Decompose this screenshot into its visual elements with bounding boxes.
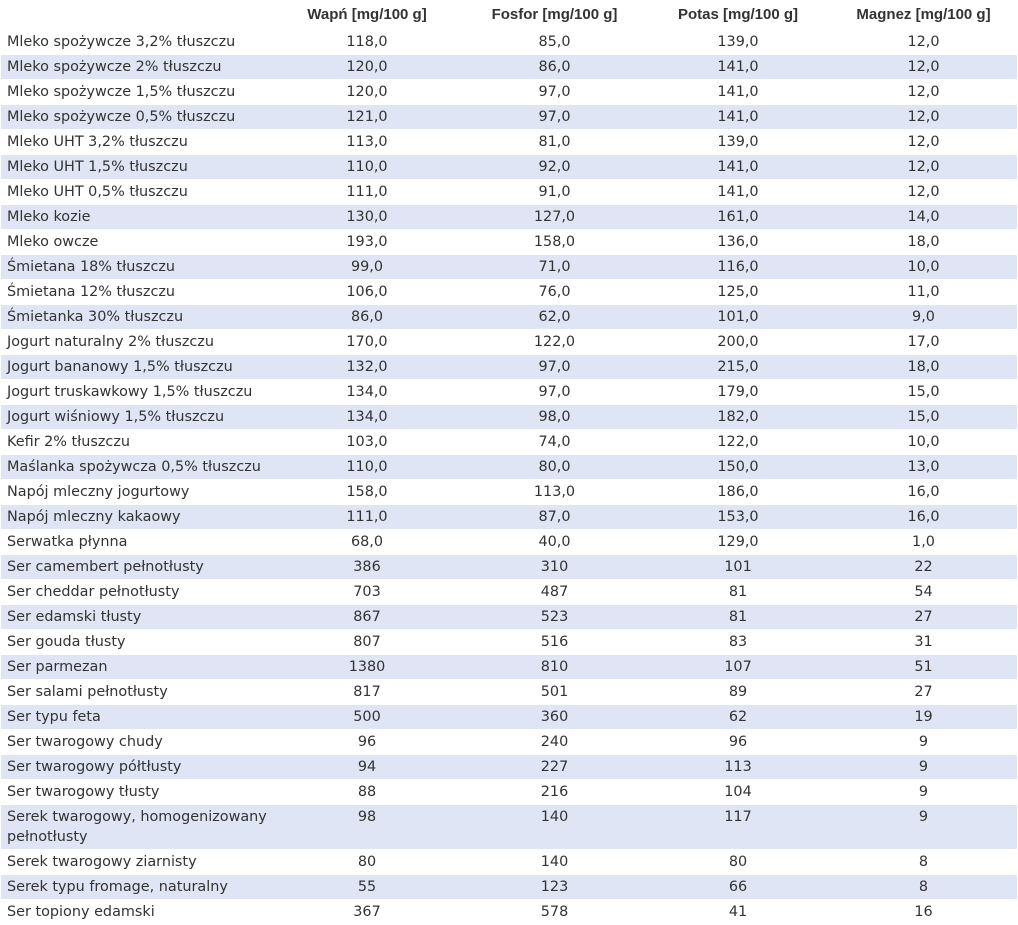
magnesium-cell: 9 (830, 805, 1017, 850)
calcium-cell: 96 (271, 730, 463, 755)
potassium-cell: 80 (646, 850, 830, 875)
magnesium-cell: 18,0 (830, 230, 1017, 255)
product-name-cell: Jogurt naturalny 2% tłuszczu (1, 330, 271, 355)
phosphorus-cell: 74,0 (463, 430, 646, 455)
table-body (1, 30, 1017, 925)
table-row (1, 780, 1017, 805)
product-name-cell: Ser cheddar pełnotłusty (1, 580, 271, 605)
phosphorus-cell: 98,0 (463, 405, 646, 430)
calcium-cell: 134,0 (271, 405, 463, 430)
potassium-cell: 141,0 (646, 180, 830, 205)
calcium-cell: 55 (271, 875, 463, 900)
potassium-cell: 81 (646, 580, 830, 605)
table-row (1, 630, 1017, 655)
product-name-cell: Napój mleczny jogurtowy (1, 480, 271, 505)
table-row (1, 355, 1017, 380)
calcium-cell: 367 (271, 900, 463, 925)
calcium-cell: 193,0 (271, 230, 463, 255)
magnesium-cell: 9,0 (830, 305, 1017, 330)
phosphorus-cell: 87,0 (463, 505, 646, 530)
phosphorus-cell: 523 (463, 605, 646, 630)
potassium-cell: 116,0 (646, 255, 830, 280)
table-row (1, 875, 1017, 900)
magnesium-cell: 31 (830, 630, 1017, 655)
calcium-cell: 121,0 (271, 105, 463, 130)
magnesium-cell: 22 (830, 555, 1017, 580)
potassium-cell: 136,0 (646, 230, 830, 255)
calcium-cell: 110,0 (271, 455, 463, 480)
magnesium-cell: 15,0 (830, 405, 1017, 430)
product-name-cell: Śmietanka 30% tłuszczu (1, 305, 271, 330)
product-name-cell: Ser parmezan (1, 655, 271, 680)
table-row (1, 130, 1017, 155)
calcium-cell: 106,0 (271, 280, 463, 305)
header-magnesium: Magnez [mg/100 g] (830, 0, 1017, 30)
table-row (1, 180, 1017, 205)
phosphorus-cell: 71,0 (463, 255, 646, 280)
potassium-cell: 153,0 (646, 505, 830, 530)
table-row (1, 255, 1017, 280)
table-row (1, 480, 1017, 505)
table-row (1, 755, 1017, 780)
phosphorus-cell: 76,0 (463, 280, 646, 305)
table-row (1, 455, 1017, 480)
calcium-cell: 111,0 (271, 505, 463, 530)
product-name-cell: Napój mleczny kakaowy (1, 505, 271, 530)
header-phosphorus: Fosfor [mg/100 g] (463, 0, 646, 30)
magnesium-cell: 9 (830, 730, 1017, 755)
phosphorus-cell: 91,0 (463, 180, 646, 205)
potassium-cell: 141,0 (646, 155, 830, 180)
potassium-cell: 186,0 (646, 480, 830, 505)
product-name-cell: Mleko spożywcze 3,2% tłuszczu (1, 30, 271, 55)
phosphorus-cell: 140 (463, 805, 646, 850)
magnesium-cell: 27 (830, 680, 1017, 705)
potassium-cell: 150,0 (646, 455, 830, 480)
magnesium-cell: 10,0 (830, 255, 1017, 280)
phosphorus-cell: 123 (463, 875, 646, 900)
table-row (1, 280, 1017, 305)
phosphorus-cell: 310 (463, 555, 646, 580)
potassium-cell: 66 (646, 875, 830, 900)
potassium-cell: 113 (646, 755, 830, 780)
calcium-cell: 500 (271, 705, 463, 730)
potassium-cell: 125,0 (646, 280, 830, 305)
table-row (1, 580, 1017, 605)
potassium-cell: 139,0 (646, 130, 830, 155)
calcium-cell: 111,0 (271, 180, 463, 205)
potassium-cell: 96 (646, 730, 830, 755)
calcium-cell: 817 (271, 680, 463, 705)
phosphorus-cell: 360 (463, 705, 646, 730)
product-name-cell: Ser camembert pełnotłusty (1, 555, 271, 580)
table-row (1, 105, 1017, 130)
magnesium-cell: 27 (830, 605, 1017, 630)
table-row (1, 900, 1017, 925)
potassium-cell: 101 (646, 555, 830, 580)
table-row (1, 55, 1017, 80)
product-name-cell: Kefir 2% tłuszczu (1, 430, 271, 455)
calcium-cell: 86,0 (271, 305, 463, 330)
product-name-cell: Ser typu feta (1, 705, 271, 730)
phosphorus-cell: 216 (463, 780, 646, 805)
table-header-row (1, 0, 1017, 30)
calcium-cell: 118,0 (271, 30, 463, 55)
product-name-cell: Ser twarogowy tłusty (1, 780, 271, 805)
table-row (1, 530, 1017, 555)
magnesium-cell: 10,0 (830, 430, 1017, 455)
product-name-cell: Śmietana 18% tłuszczu (1, 255, 271, 280)
product-name-cell: Jogurt bananowy 1,5% tłuszczu (1, 355, 271, 380)
calcium-cell: 134,0 (271, 380, 463, 405)
potassium-cell: 182,0 (646, 405, 830, 430)
table-row (1, 805, 1017, 850)
product-name-cell: Maślanka spożywcza 0,5% tłuszczu (1, 455, 271, 480)
phosphorus-cell: 140 (463, 850, 646, 875)
magnesium-cell: 12,0 (830, 155, 1017, 180)
phosphorus-cell: 127,0 (463, 205, 646, 230)
product-name-cell: Serek typu fromage, naturalny (1, 875, 271, 900)
phosphorus-cell: 97,0 (463, 105, 646, 130)
table-row (1, 380, 1017, 405)
potassium-cell: 129,0 (646, 530, 830, 555)
magnesium-cell: 8 (830, 875, 1017, 900)
table-row (1, 205, 1017, 230)
table-row (1, 155, 1017, 180)
phosphorus-cell: 122,0 (463, 330, 646, 355)
potassium-cell: 101,0 (646, 305, 830, 330)
magnesium-cell: 16,0 (830, 505, 1017, 530)
magnesium-cell: 12,0 (830, 80, 1017, 105)
phosphorus-cell: 81,0 (463, 130, 646, 155)
calcium-cell: 132,0 (271, 355, 463, 380)
phosphorus-cell: 578 (463, 900, 646, 925)
product-name-cell: Mleko spożywcze 0,5% tłuszczu (1, 105, 271, 130)
phosphorus-cell: 97,0 (463, 380, 646, 405)
product-name-cell: Mleko UHT 0,5% tłuszczu (1, 180, 271, 205)
product-name-cell: Mleko kozie (1, 205, 271, 230)
calcium-cell: 98 (271, 805, 463, 850)
magnesium-cell: 12,0 (830, 30, 1017, 55)
magnesium-cell: 9 (830, 755, 1017, 780)
calcium-cell: 80 (271, 850, 463, 875)
calcium-cell: 1380 (271, 655, 463, 680)
product-name-cell: Ser salami pełnotłusty (1, 680, 271, 705)
table-row (1, 430, 1017, 455)
product-name-cell: Śmietana 12% tłuszczu (1, 280, 271, 305)
product-name-cell: Mleko UHT 3,2% tłuszczu (1, 130, 271, 155)
header-product (1, 0, 271, 30)
potassium-cell: 41 (646, 900, 830, 925)
calcium-cell: 94 (271, 755, 463, 780)
table-row (1, 305, 1017, 330)
calcium-cell: 88 (271, 780, 463, 805)
magnesium-cell: 1,0 (830, 530, 1017, 555)
magnesium-cell: 12,0 (830, 130, 1017, 155)
calcium-cell: 120,0 (271, 55, 463, 80)
calcium-cell: 170,0 (271, 330, 463, 355)
phosphorus-cell: 40,0 (463, 530, 646, 555)
calcium-cell: 99,0 (271, 255, 463, 280)
potassium-cell: 139,0 (646, 30, 830, 55)
potassium-cell: 141,0 (646, 55, 830, 80)
table-row (1, 230, 1017, 255)
table-row (1, 555, 1017, 580)
phosphorus-cell: 240 (463, 730, 646, 755)
product-name-cell: Mleko spożywcze 2% tłuszczu (1, 55, 271, 80)
magnesium-cell: 11,0 (830, 280, 1017, 305)
calcium-cell: 807 (271, 630, 463, 655)
potassium-cell: 117 (646, 805, 830, 850)
magnesium-cell: 12,0 (830, 55, 1017, 80)
phosphorus-cell: 92,0 (463, 155, 646, 180)
nutrition-table (1, 0, 1017, 925)
potassium-cell: 141,0 (646, 80, 830, 105)
magnesium-cell: 54 (830, 580, 1017, 605)
calcium-cell: 68,0 (271, 530, 463, 555)
potassium-cell: 200,0 (646, 330, 830, 355)
product-name-cell: Serek twarogowy ziarnisty (1, 850, 271, 875)
product-name-cell: Serek twarogowy, homogenizowany pełnotłusty (1, 805, 271, 850)
calcium-cell: 110,0 (271, 155, 463, 180)
magnesium-cell: 16,0 (830, 480, 1017, 505)
table-row (1, 405, 1017, 430)
header-potassium: Potas [mg/100 g] (646, 0, 830, 30)
potassium-cell: 141,0 (646, 105, 830, 130)
table-row (1, 730, 1017, 755)
potassium-cell: 107 (646, 655, 830, 680)
magnesium-cell: 9 (830, 780, 1017, 805)
potassium-cell: 83 (646, 630, 830, 655)
table-row (1, 680, 1017, 705)
product-name-cell: Mleko UHT 1,5% tłuszczu (1, 155, 271, 180)
product-name-cell: Ser twarogowy chudy (1, 730, 271, 755)
phosphorus-cell: 85,0 (463, 30, 646, 55)
table-row (1, 605, 1017, 630)
phosphorus-cell: 80,0 (463, 455, 646, 480)
table-row (1, 80, 1017, 105)
magnesium-cell: 12,0 (830, 180, 1017, 205)
product-name-cell: Jogurt truskawkowy 1,5% tłuszczu (1, 380, 271, 405)
phosphorus-cell: 501 (463, 680, 646, 705)
phosphorus-cell: 62,0 (463, 305, 646, 330)
table-row (1, 705, 1017, 730)
phosphorus-cell: 97,0 (463, 80, 646, 105)
potassium-cell: 62 (646, 705, 830, 730)
table-row (1, 655, 1017, 680)
calcium-cell: 113,0 (271, 130, 463, 155)
magnesium-cell: 17,0 (830, 330, 1017, 355)
magnesium-cell: 51 (830, 655, 1017, 680)
calcium-cell: 867 (271, 605, 463, 630)
potassium-cell: 89 (646, 680, 830, 705)
calcium-cell: 103,0 (271, 430, 463, 455)
header-calcium: Wapń [mg/100 g] (271, 0, 463, 30)
table-row (1, 850, 1017, 875)
product-name-cell: Ser edamski tłusty (1, 605, 271, 630)
potassium-cell: 104 (646, 780, 830, 805)
product-name-cell: Ser topiony edamski (1, 900, 271, 925)
phosphorus-cell: 86,0 (463, 55, 646, 80)
magnesium-cell: 8 (830, 850, 1017, 875)
calcium-cell: 120,0 (271, 80, 463, 105)
magnesium-cell: 16 (830, 900, 1017, 925)
calcium-cell: 130,0 (271, 205, 463, 230)
phosphorus-cell: 227 (463, 755, 646, 780)
phosphorus-cell: 113,0 (463, 480, 646, 505)
product-name-cell: Mleko spożywcze 1,5% tłuszczu (1, 80, 271, 105)
potassium-cell: 161,0 (646, 205, 830, 230)
potassium-cell: 215,0 (646, 355, 830, 380)
magnesium-cell: 18,0 (830, 355, 1017, 380)
magnesium-cell: 14,0 (830, 205, 1017, 230)
potassium-cell: 81 (646, 605, 830, 630)
phosphorus-cell: 97,0 (463, 355, 646, 380)
magnesium-cell: 13,0 (830, 455, 1017, 480)
calcium-cell: 386 (271, 555, 463, 580)
product-name-cell: Serwatka płynna (1, 530, 271, 555)
table-row (1, 505, 1017, 530)
table-row (1, 30, 1017, 55)
calcium-cell: 703 (271, 580, 463, 605)
magnesium-cell: 19 (830, 705, 1017, 730)
phosphorus-cell: 516 (463, 630, 646, 655)
product-name-cell: Ser gouda tłusty (1, 630, 271, 655)
phosphorus-cell: 158,0 (463, 230, 646, 255)
potassium-cell: 122,0 (646, 430, 830, 455)
phosphorus-cell: 810 (463, 655, 646, 680)
magnesium-cell: 15,0 (830, 380, 1017, 405)
magnesium-cell: 12,0 (830, 105, 1017, 130)
product-name-cell: Jogurt wiśniowy 1,5% tłuszczu (1, 405, 271, 430)
product-name-cell: Mleko owcze (1, 230, 271, 255)
product-name-cell: Ser twarogowy półtłusty (1, 755, 271, 780)
calcium-cell: 158,0 (271, 480, 463, 505)
phosphorus-cell: 487 (463, 580, 646, 605)
potassium-cell: 179,0 (646, 380, 830, 405)
table-row (1, 330, 1017, 355)
